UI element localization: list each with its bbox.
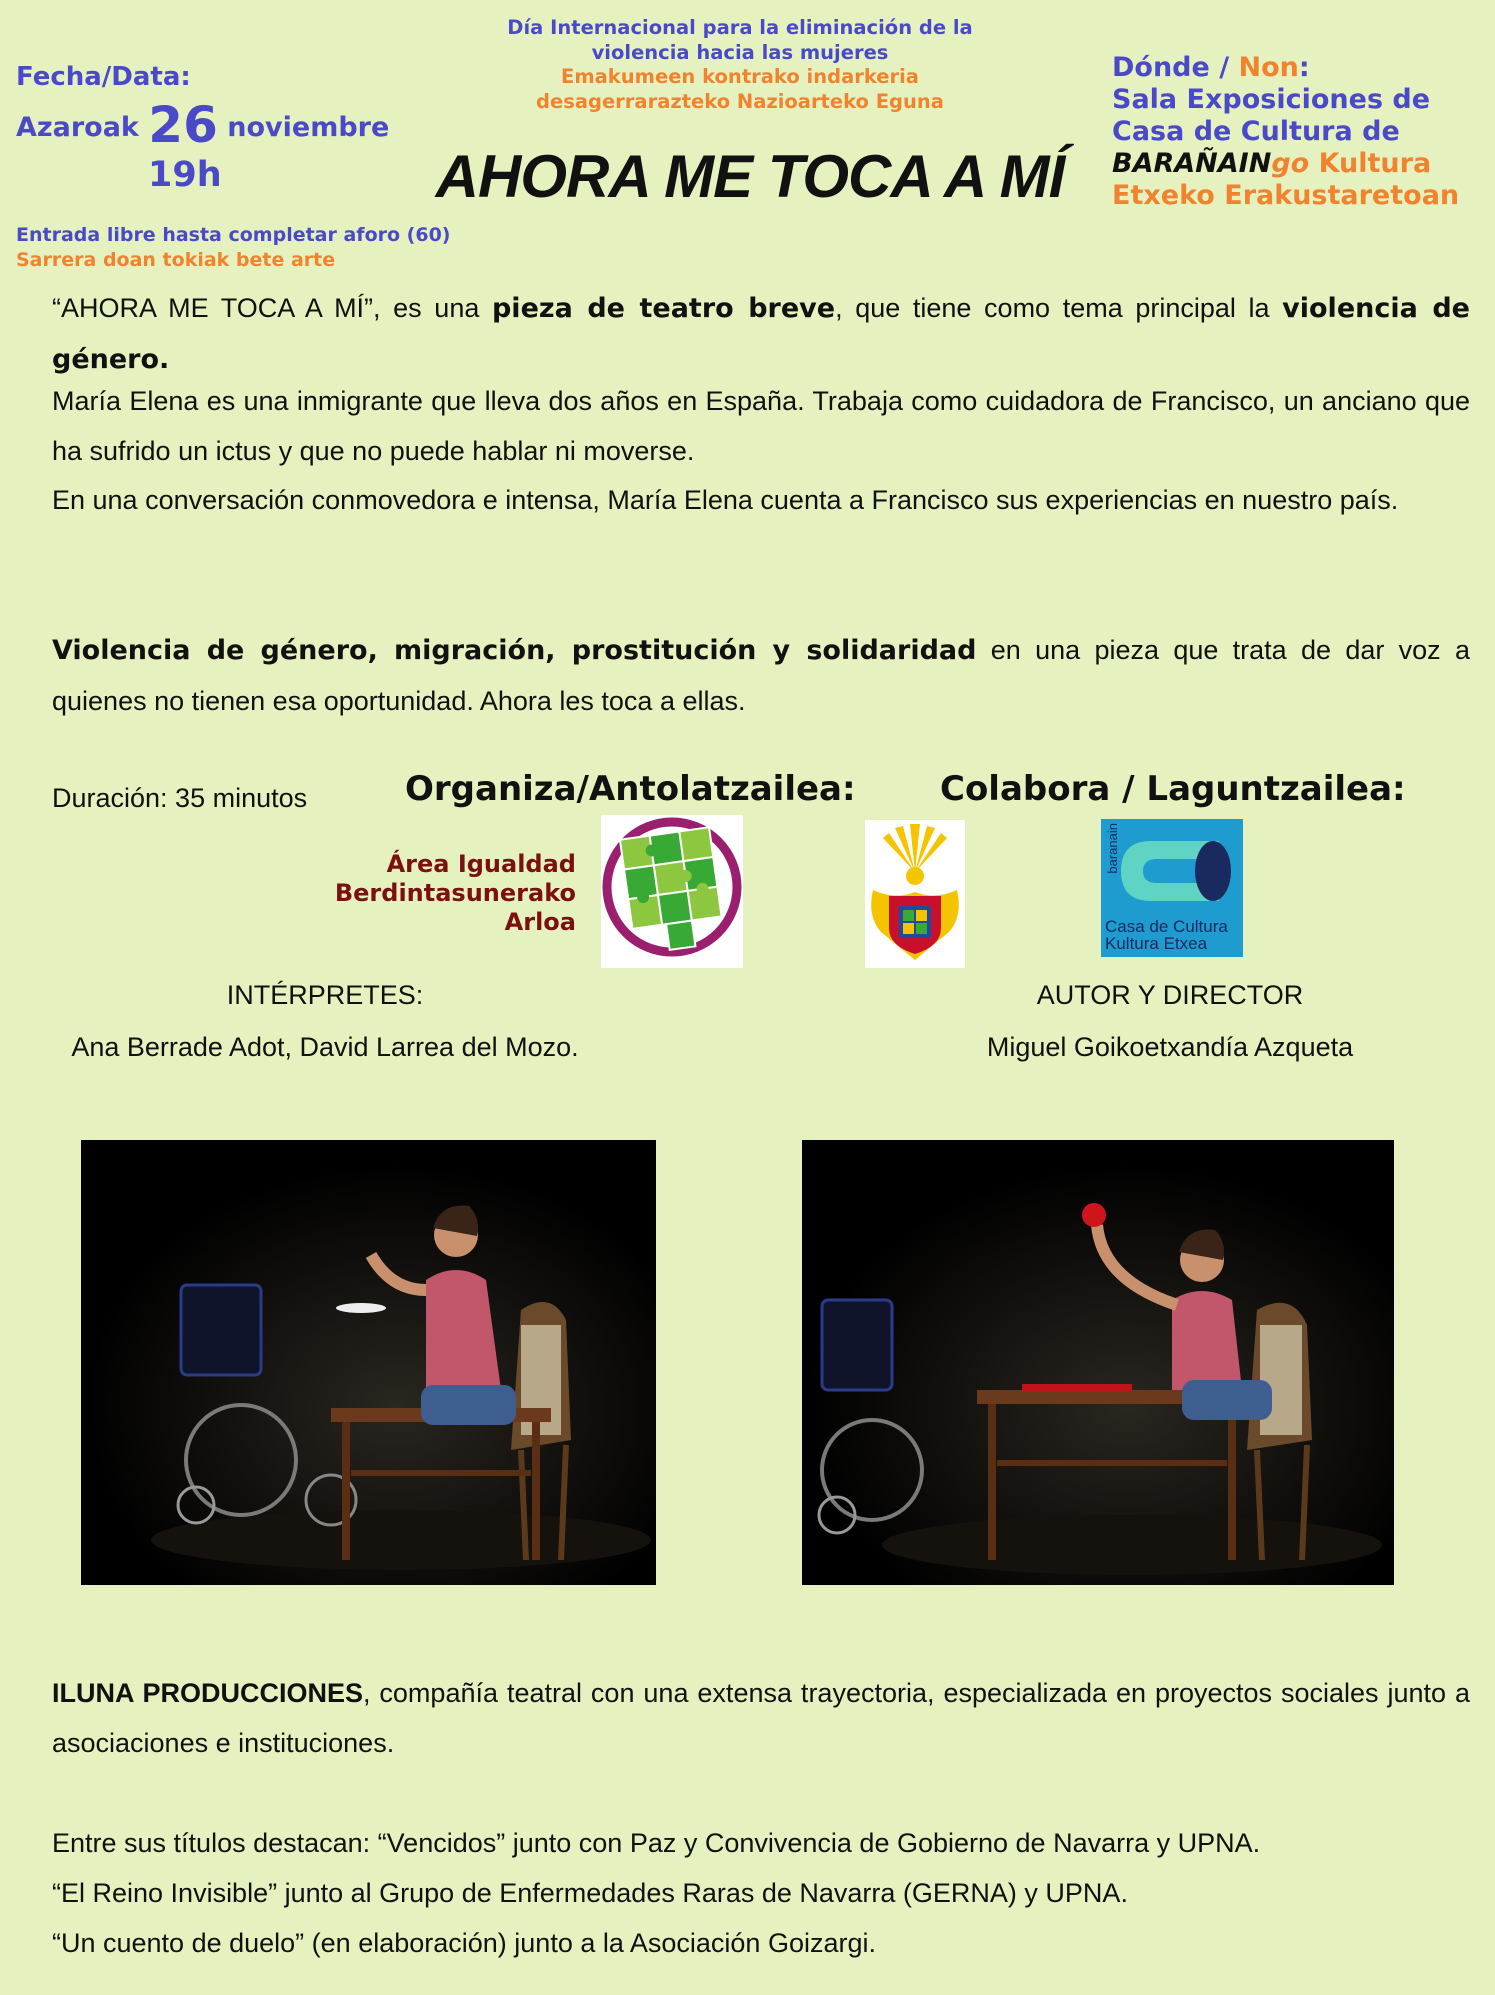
area-line-1: Área Igualdad bbox=[386, 850, 576, 878]
where-eu: Non bbox=[1238, 52, 1299, 83]
intro-text-1: “AHORA ME TOCA A MÍ”, es una bbox=[52, 293, 492, 323]
intl-day-eu-line-2: desagerrarazteko Nazioarteko Eguna bbox=[536, 90, 944, 113]
where-label bbox=[1112, 52, 1459, 84]
title-vencidos: Entre sus títulos destacan: “Vencidos” junto con Paz y Convivencia de Gobierno de Navarra y UPNA. bbox=[52, 1828, 1261, 1858]
casa-logo-side-text: baranain bbox=[1105, 823, 1120, 874]
area-line-2: Berdintasunerako bbox=[334, 879, 576, 907]
themes-paragraph bbox=[52, 625, 1470, 726]
date-day: 26 bbox=[148, 96, 218, 154]
author-title: AUTOR Y DIRECTOR bbox=[1036, 980, 1304, 1010]
equality-area-label bbox=[300, 850, 576, 937]
intl-day-eu bbox=[480, 64, 1000, 114]
company-description: , compañía teatral con una extensa trayectoria, especializada en proyectos sociales junto a asociaciones e instituciones. bbox=[52, 1678, 1471, 1758]
intl-day-es-line-2: violencia hacia las mujeres bbox=[591, 41, 889, 64]
interpreters-title: INTÉRPRETES: bbox=[226, 980, 424, 1010]
where-es: Dónde bbox=[1112, 52, 1210, 83]
intl-day-es bbox=[480, 15, 1000, 65]
event-time: 19h bbox=[148, 155, 222, 195]
collaborator-heading: Colabora / Laguntzailea: bbox=[940, 769, 1406, 809]
date-line bbox=[16, 96, 389, 154]
story-paragraph: María Elena es una inmigrante que lleva dos años en España. Trabaja como cuidadora de Francisco, un anciano que ha sufrido un ictus y que no puede hablar ni moverse. bbox=[52, 386, 1470, 466]
venue-line-3 bbox=[1112, 148, 1459, 180]
organizer-heading: Organiza/Antolatzailea: bbox=[405, 769, 856, 809]
area-line-3: Arloa bbox=[504, 908, 576, 936]
company-name: ILUNA PRODUCCIONES bbox=[52, 1678, 363, 1708]
venue-kultura: Kultura bbox=[1309, 148, 1432, 179]
where-sep: / bbox=[1209, 52, 1239, 83]
venue-block bbox=[1112, 52, 1459, 212]
title-cuento-de-duelo: “Un cuento de duelo” (en elaboración) junto a la Asociación Goizargi. bbox=[52, 1928, 876, 1958]
entry-note-eu: Sarrera doan tokiak bete arte bbox=[16, 249, 336, 271]
stage-photo-1 bbox=[81, 1140, 656, 1585]
themes-text: en una pieza que trata de dar voz a quienes no tienen esa oportunidad. Ahora les toca a ellas. bbox=[52, 635, 1470, 716]
venue-line-1: Sala Exposiciones de bbox=[1112, 84, 1431, 115]
titles-paragraph bbox=[52, 1818, 1470, 1968]
interpreters-names: Ana Berrade Adot, David Larrea del Mozo. bbox=[71, 1032, 579, 1062]
entry-note-es: Entrada libre hasta completar aforo (60) bbox=[16, 224, 451, 246]
venue-line-4: Etxeko Erakustaretoan bbox=[1112, 180, 1460, 211]
intro-bold-2: violencia de género. bbox=[52, 293, 1470, 375]
themes-bold: Violencia de género, migración, prostitución y solidaridad bbox=[52, 635, 977, 666]
intro-bold-1: pieza de teatro breve bbox=[491, 293, 836, 324]
intro-text-2: , que tiene como tema principal la bbox=[835, 293, 1283, 323]
intl-day-es-line-1: Día Internacional para la eliminación de la bbox=[507, 16, 973, 39]
author-name: Miguel Goikoetxandía Azqueta bbox=[986, 1032, 1354, 1062]
title-reino-invisible: “El Reino Invisible” junto al Grupo de Enfermedades Raras de Navarra (GERNA) y UPNA. bbox=[52, 1878, 1128, 1908]
intl-day-eu-line-1: Emakumeen kontrako indarkeria bbox=[561, 65, 919, 88]
venue-town: BARAÑAIN bbox=[1112, 148, 1272, 179]
date-prefix: Azaroak bbox=[16, 112, 139, 143]
company-paragraph bbox=[52, 1668, 1470, 1768]
venue-line-2: Casa de Cultura de bbox=[1112, 116, 1400, 147]
date-label: Fecha/Data: bbox=[16, 62, 191, 92]
casa-logo-text bbox=[1105, 918, 1228, 952]
date-month: noviembre bbox=[227, 112, 390, 143]
baranain-coat-of-arms-logo bbox=[865, 820, 965, 968]
where-colon: : bbox=[1298, 52, 1310, 83]
casa-logo-line-1: Casa de Cultura bbox=[1105, 917, 1228, 936]
duration: Duración: 35 minutos bbox=[52, 783, 308, 813]
intro-paragraph bbox=[52, 283, 1470, 385]
story-paragraph-2: En una conversación conmovedora e intensa, María Elena cuenta a Francisco sus experiencias en nuestro país. bbox=[52, 485, 1399, 515]
venue-suffix: go bbox=[1271, 148, 1310, 179]
equality-puzzle-logo bbox=[601, 815, 743, 968]
casa-logo-line-2: Kultura Etxea bbox=[1105, 934, 1208, 953]
stage-photo-2 bbox=[802, 1140, 1394, 1585]
casa-de-cultura-logo bbox=[1101, 819, 1243, 957]
page-title: AHORA ME TOCA A MÍ bbox=[435, 143, 1065, 210]
